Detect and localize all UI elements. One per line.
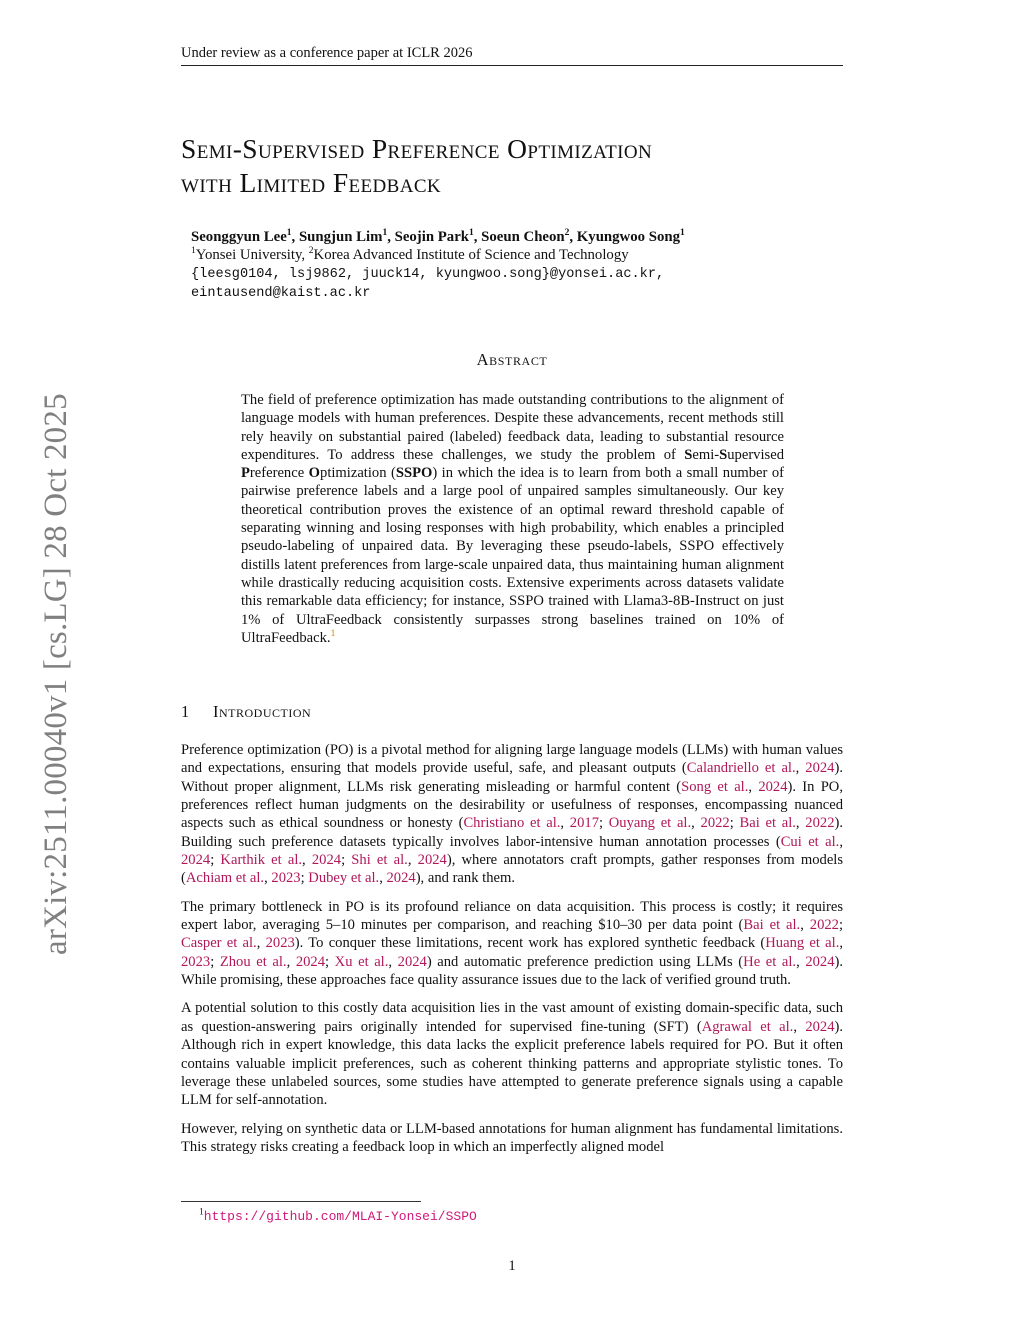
citation-link[interactable]: 2024	[386, 870, 416, 887]
text-run: ) in which the idea is to learn from both a small number of pairwise preference labels and a large pool of unpaired samples simultaneously. Our key theoretical contribution proves the existence of an optimal reward threshold capable of separating winning and losing responses with high probability, which enables a principled pseudo-labeling of unpaired data. By leveraging these pseudo-labels, SSPO effectively distills latent preferences from large-scale unpaired data, thus maintaining human alignment while drastically reducing acquisition costs. Extensive experiments across datasets validate this remarkable data efficiency; for instance, SSPO trained with Llama3-8B-Instruct on just 1% of UltraFeedback consistently surpasses strong baselines trained on 10% of UltraFeedback.	[241, 465, 784, 646]
text-run: ), and rank them.	[415, 870, 515, 887]
citation-link[interactable]: Achiam et al.	[185, 870, 265, 887]
footnote-link[interactable]: https://github.com/MLAI-Yonsei/SSPO	[203, 1209, 477, 1224]
section-number: 1	[181, 702, 190, 721]
citation-link[interactable]: Karthik et al.	[220, 852, 303, 869]
citation-link[interactable]: 2024	[295, 953, 325, 970]
text-run: ,	[795, 760, 806, 777]
author-affil-mark: 1	[382, 228, 388, 239]
intro-paragraph	[181, 741, 843, 888]
text-run: ;	[300, 870, 309, 887]
citation-link[interactable]: Calandriello et al.	[686, 760, 796, 777]
citation-link[interactable]: Xu et al.	[334, 953, 389, 970]
text-run: ;	[341, 852, 352, 869]
affil-mark: 2	[308, 246, 314, 257]
citation-link[interactable]: 2022	[700, 815, 730, 832]
text-run: ,	[379, 870, 387, 887]
text-run: reference	[249, 465, 309, 482]
text-run: ). Although rich in expert knowledge, this data lacks the explicit preference labels required for PO. But it often contains valuable implicit preferences, such as coherent thinking patterns and appropriate stylistic tones. To leverage these unlabeled sources, some studies have attempted to generate preference signals using a capable LLM for self-annotation.	[181, 1018, 844, 1109]
author-name: Soeun Cheon	[481, 229, 565, 245]
citation-link[interactable]: Huang et al.	[765, 935, 840, 952]
footnote-divider	[181, 1201, 421, 1202]
text-run: ,	[302, 852, 312, 869]
footnote	[199, 1208, 839, 1224]
text-run: ). Without proper alignment, LLMs risk generating misleading or harmful content (	[181, 760, 843, 795]
title-line-1: Semi-Supervised Preference Optimization	[181, 133, 653, 164]
text-run: ,	[388, 953, 398, 970]
text-run: However, relying on synthetic data or LLM-based annotations for human alignment has fundamental limitations. This strategy risks creating a feedback loop in which an imperfectly aligned model	[181, 1120, 843, 1155]
text-run: upervised	[727, 446, 784, 463]
text-run: ptimization (	[320, 465, 396, 482]
citation-link[interactable]: 2024	[311, 852, 342, 869]
affiliations	[191, 246, 831, 264]
citation-link[interactable]: Zhou et al.	[219, 953, 287, 970]
text-run: ,	[256, 935, 266, 952]
title-line-2: with Limited Feedback	[181, 167, 442, 198]
citation-link[interactable]: 2022	[809, 917, 839, 934]
author-name: Seonggyun Lee	[191, 229, 287, 245]
intro-paragraph	[181, 999, 843, 1109]
citation-link[interactable]: 2024	[805, 953, 835, 970]
text-run: ). In PO, preferences reflect human judgments on the desirability or usefulness of responses, encompassing nuanced aspects such as ethical soundness or honesty (	[181, 778, 843, 832]
author-emails	[191, 265, 831, 303]
citation-link[interactable]: 2023	[265, 935, 295, 952]
text-run: ,	[839, 935, 843, 952]
affiliation: Korea Advanced Institute of Science and Technology	[313, 247, 629, 263]
text-run: ,	[795, 815, 806, 832]
citation-link[interactable]: Bai et al.	[743, 917, 801, 934]
text-run: ,	[793, 1018, 806, 1035]
citation-link[interactable]: 2023	[271, 870, 301, 887]
citation-link[interactable]: 2024	[758, 778, 788, 795]
citation-link[interactable]: 2017	[569, 815, 599, 832]
page-number: 1	[508, 1258, 516, 1274]
citation-link[interactable]: Cui et al.	[780, 833, 840, 850]
citation-link[interactable]: Bai et al.	[739, 815, 796, 832]
text-run: emi-	[692, 446, 720, 463]
text-run: ). While promising, these approaches face quality assurance issues due to the lack of verified ground truth.	[181, 953, 844, 989]
text-run: ;	[729, 815, 740, 832]
citation-link[interactable]: Agrawal et al.	[701, 1018, 794, 1035]
text-run: ,	[264, 870, 272, 887]
abstract-body	[241, 391, 784, 647]
author-affil-mark: 2	[564, 228, 570, 239]
text-run: ,	[691, 815, 701, 832]
text-run: The field of preference optimization has made outstanding contributions to the alignment of language models with human preferences. Despite these advancements, recent methods still rely heavily on substantial paired (labeled) feedback data, leading to substantial resource expenditures. To address these challenges, we study the problem of	[241, 392, 784, 463]
email-line: eintausend@kaist.ac.kr	[191, 286, 371, 301]
text-run: ,	[800, 917, 810, 934]
text-run: ). To conquer these limitations, recent work has explored synthetic feedback (	[294, 935, 766, 952]
bold-text: S	[684, 446, 693, 463]
bold-text: O	[308, 465, 321, 482]
abstract-heading: Abstract	[476, 350, 548, 369]
citation-link[interactable]: 2024	[181, 852, 211, 869]
citation-link[interactable]: Dubey et al.	[308, 870, 380, 887]
citation-link[interactable]: 2024	[805, 760, 835, 777]
intro-paragraph	[181, 898, 843, 990]
text-run: The primary bottleneck in PO is its profound reliance on data acquisition. This process is costly; it requires expert labor, averaging 5–10 minutes per comparison, and reaching $10–30 per data point (	[181, 898, 843, 934]
text-run: ;	[838, 917, 844, 934]
citation-link[interactable]: 2023	[181, 953, 211, 970]
author-affil-mark: 1	[679, 228, 685, 239]
bold-text: P	[241, 465, 250, 482]
text-run: ,	[286, 953, 296, 970]
text-run: ;	[210, 852, 221, 869]
footnote-reference[interactable]: 1	[330, 629, 336, 639]
arxiv-identifier: arXiv:2511.00040v1 [cs.LG] 28 Oct 2025	[38, 393, 74, 955]
text-run: ), where annotators craft prompts, gather responses from models (	[181, 852, 844, 887]
citation-link[interactable]: Shi et al.	[351, 852, 408, 869]
section-heading	[181, 702, 843, 722]
bold-text: SSPO	[395, 465, 433, 482]
author-name: Sungjun Lim	[298, 229, 383, 245]
section-title: Introduction	[213, 702, 312, 721]
citation-link[interactable]: 2022	[805, 815, 835, 832]
author-name: Kyungwoo Song	[576, 229, 680, 245]
bold-text: S	[719, 446, 728, 463]
citation-link[interactable]: 2024	[417, 852, 447, 869]
text-run: ). Building such preference datasets typically involves labor-intensive human annotation processes (	[181, 815, 843, 850]
text-run: ;	[210, 953, 220, 970]
citation-link[interactable]: Ouyang et al.	[608, 815, 692, 832]
footnote-mark: 1	[199, 1207, 204, 1218]
citation-link[interactable]: Christiano et al.	[463, 815, 561, 832]
text-run: ;	[598, 815, 609, 832]
author-list: Seonggyun Lee$^1$, Sungjun Lim$^1$, Seojin Park$^1$, Soeun Cheon$^2$, Kyungwoo Song$^1$	[191, 228, 685, 245]
author-name: Seojin Park	[394, 229, 469, 245]
author-affil-mark: 1	[469, 228, 474, 239]
citation-link[interactable]: He et al.	[743, 953, 797, 970]
text-run: ) and automatic preference prediction using LLMs (	[426, 953, 744, 970]
text-run: ,	[407, 852, 418, 869]
introduction-body	[181, 741, 843, 1166]
text-run: ,	[839, 833, 843, 850]
text-run: ;	[325, 953, 335, 970]
running-header: Under review as a conference paper at ICLR 2026	[181, 45, 843, 66]
email-line: {leesg0104, lsj9862, juuck14, kyungwoo.song}@yonsei.ac.kr,	[191, 267, 665, 282]
text-run: ,	[796, 953, 806, 970]
citation-link[interactable]: 2024	[397, 953, 427, 970]
affiliation: Yonsei University,	[195, 247, 309, 263]
paper-title	[181, 132, 821, 200]
citation-link[interactable]: Casper et al.	[181, 935, 257, 952]
citation-link[interactable]: 2024	[805, 1018, 835, 1035]
text-run: A potential solution to this costly data acquisition lies in the vast amount of existing domain-specific data, such as question-answering pairs originally intended for supervised fine-tuning (SFT) (	[181, 1000, 843, 1035]
citation-link[interactable]: Song et al.	[681, 778, 749, 795]
intro-paragraph	[181, 1120, 843, 1157]
text-run: ,	[748, 778, 759, 795]
text-run: ,	[560, 815, 570, 832]
author-affil-mark: 1	[286, 228, 292, 239]
text-run: Preference optimization (PO) is a pivotal method for aligning large language models (LLMs) with human values and expectations, ensuring that models provide useful, safe, and pleasant outputs (	[181, 742, 843, 777]
affil-mark: 1	[191, 246, 196, 257]
